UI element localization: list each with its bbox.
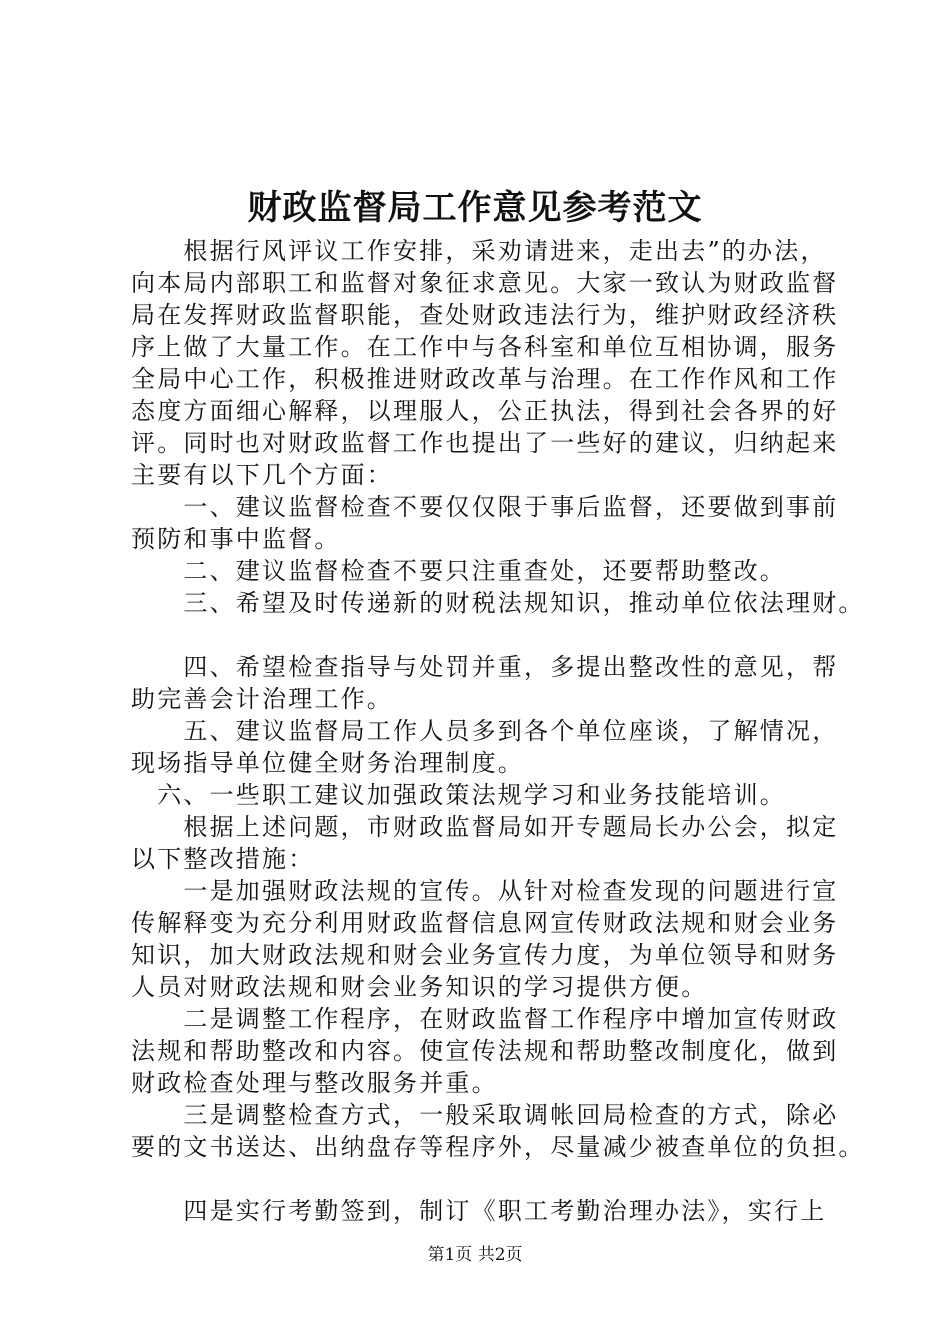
text-line: 知识，加大财政法规和财会业务宣传力度，为单位领导和财务 (131, 941, 839, 969)
document-title: 财政监督局工作意见参考范文 (247, 188, 703, 228)
text-line: 财政检查处理与整改服务并重。 (131, 1069, 498, 1097)
text-line: 预防和事中监督。 (131, 525, 341, 553)
text-line: 态度方面细心解释，以理服人，公正执法，得到社会各界的好 (131, 397, 839, 425)
text-line: 四是实行考勤签到，制订《职工考勤治理办法》，实行上 (131, 1197, 827, 1225)
text-line: 助完善会计治理工作。 (131, 685, 393, 713)
text-line: 法规和帮助整改和内容。使宣传法规和帮助整改制度化，做到 (131, 1037, 839, 1065)
text-line: 全局中心工作，积极推进财政改革与治理。在工作作风和工作 (131, 365, 839, 393)
text-line: 人员对财政法规和财会业务知识的学习提供方便。 (131, 973, 708, 1001)
text-line: 局在发挥财政监督职能，查处财政违法行为，维护财政经济秩 (131, 301, 839, 329)
text-line: 六、一些职工建议加强政策法规学习和业务技能培训。 (131, 781, 786, 809)
text-line: 二、建议监督检查不要只注重查处，还要帮助整改。 (131, 557, 786, 585)
text-line: 以下整改措施： (131, 845, 315, 873)
text-line: 向本局内部职工和监督对象征求意见。大家一致认为财政监督 (131, 269, 839, 297)
text-line: 要的文书送达、出纳盘存等程序外，尽量减少被查单位的负担。 (131, 1133, 865, 1161)
text-line: 现场指导单位健全财务治理制度。 (131, 749, 524, 777)
text-line: 一、建议监督检查不要仅仅限于事后监督，还要做到事前 (131, 493, 839, 521)
text-line: 四、希望检查指导与处罚并重，多提出整改性的意见，帮 (131, 653, 839, 681)
text-line: 三、希望及时传递新的财税法规知识，推动单位依法理财。 (131, 589, 865, 617)
text-line: 三是调整检查方式，一般采取调帐回局检查的方式，除必 (131, 1101, 839, 1129)
text-line: 根据上述问题，市财政监督局如开专题局长办公会，拟定 (131, 813, 839, 841)
text-line: 主要有以下几个方面： (131, 461, 393, 489)
text-line: 序上做了大量工作。在工作中与各科室和单位互相协调，服务 (131, 333, 839, 361)
text-line: 一是加强财政法规的宣传。从针对检查发现的问题进行宣 (131, 877, 839, 905)
text-line: 评。同时也对财政监督工作也提出了一些好的建议，归纳起来 (131, 429, 839, 457)
text-line: 二是调整工作程序，在财政监督工作程序中增加宣传财政 (131, 1005, 839, 1033)
text-line: 根据行风评议工作安排，采劝请进来，走出去”的办法， (131, 237, 827, 265)
text-line: 传解释变为充分利用财政监督信息网宣传财政法规和财会业务 (131, 909, 839, 937)
page-footer: 第1页 共2页 (427, 1245, 523, 1265)
text-line: 五、建议监督局工作人员多到各个单位座谈，了解情况， (131, 717, 839, 745)
